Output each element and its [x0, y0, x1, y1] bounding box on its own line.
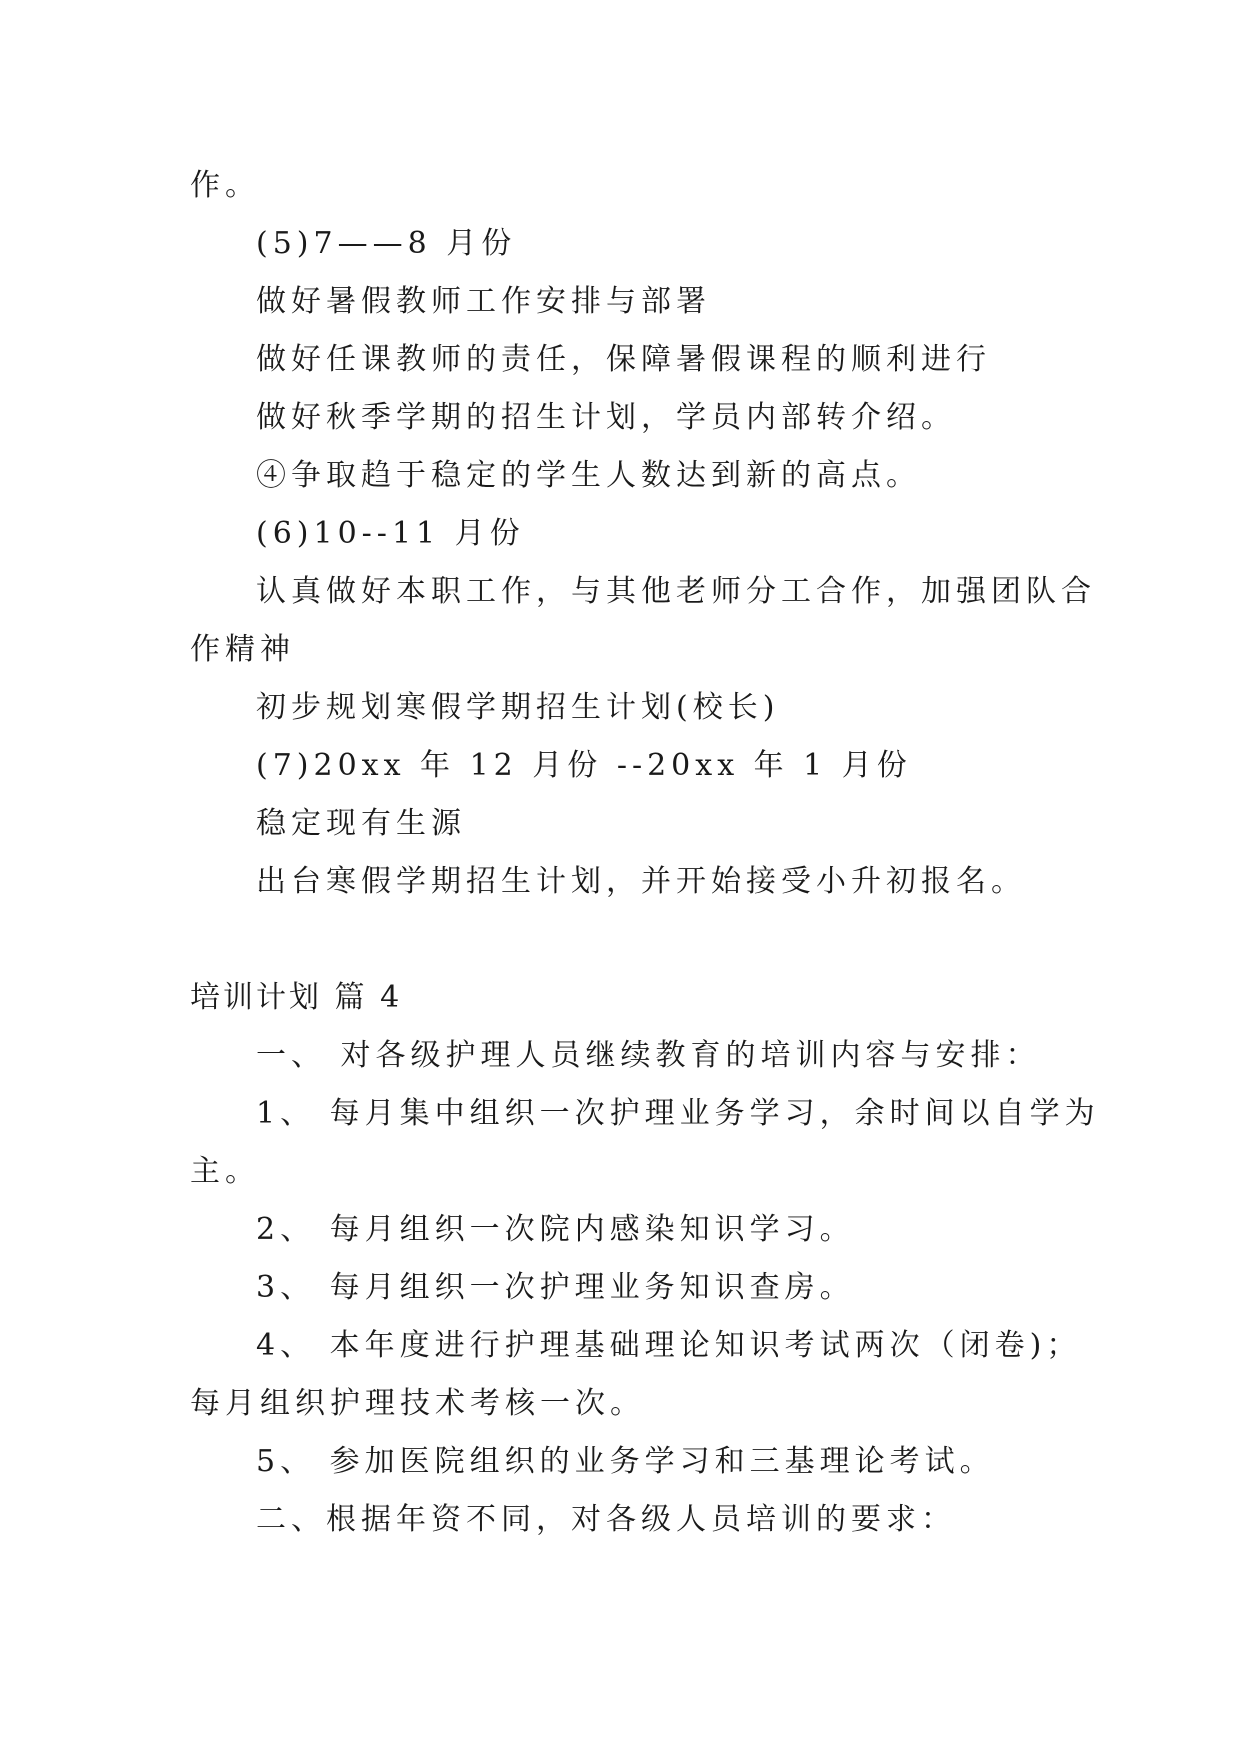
- list-item: 1、 每月集中组织一次护理业务学习，余时间以自学为: [256, 1096, 1100, 1131]
- text-line: 作。: [190, 168, 260, 203]
- text-line: 做好秋季学期的招生计划，学员内部转介绍。: [256, 400, 956, 435]
- text-line: ④争取趋于稳定的学生人数达到新的高点。: [256, 458, 921, 493]
- text-line: 一、 对各级护理人员继续教育的培训内容与安排：: [256, 1038, 1041, 1073]
- text-line: 出台寒假学期招生计划，并开始接受小升初报名。: [256, 864, 1026, 899]
- section-month-7: (7)20xx 年 12 月份 --20xx 年 1 月份: [256, 748, 912, 783]
- text-line: 做好任课教师的责任，保障暑假课程的顺利进行: [256, 342, 991, 377]
- text-line: 认真做好本职工作，与其他老师分工合作，加强团队合: [256, 574, 1096, 609]
- list-item: 3、 每月组织一次护理业务知识查房。: [256, 1270, 855, 1305]
- text-line: 做好暑假教师工作安排与部署: [256, 284, 711, 319]
- list-item: 2、 每月组织一次院内感染知识学习。: [256, 1212, 855, 1247]
- section-month-5: (5)7——8 月份: [256, 226, 517, 261]
- section-heading: 培训计划 篇 4: [190, 980, 403, 1015]
- list-item: 5、 参加医院组织的业务学习和三基理论考试。: [256, 1444, 995, 1479]
- text-line: 作精神: [190, 632, 295, 667]
- text-line: 每月组织护理技术考核一次。: [190, 1386, 645, 1421]
- text-line: 稳定现有生源: [256, 806, 466, 841]
- text-line: 初步规划寒假学期招生计划(校长): [256, 690, 780, 725]
- section-month-6: (6)10--11 月份: [256, 516, 525, 551]
- list-item: 4、 本年度进行护理基础理论知识考试两次（闭卷)；: [256, 1328, 1082, 1363]
- text-line: 主。: [190, 1154, 260, 1189]
- text-line: 二、根据年资不同，对各级人员培训的要求：: [256, 1502, 956, 1537]
